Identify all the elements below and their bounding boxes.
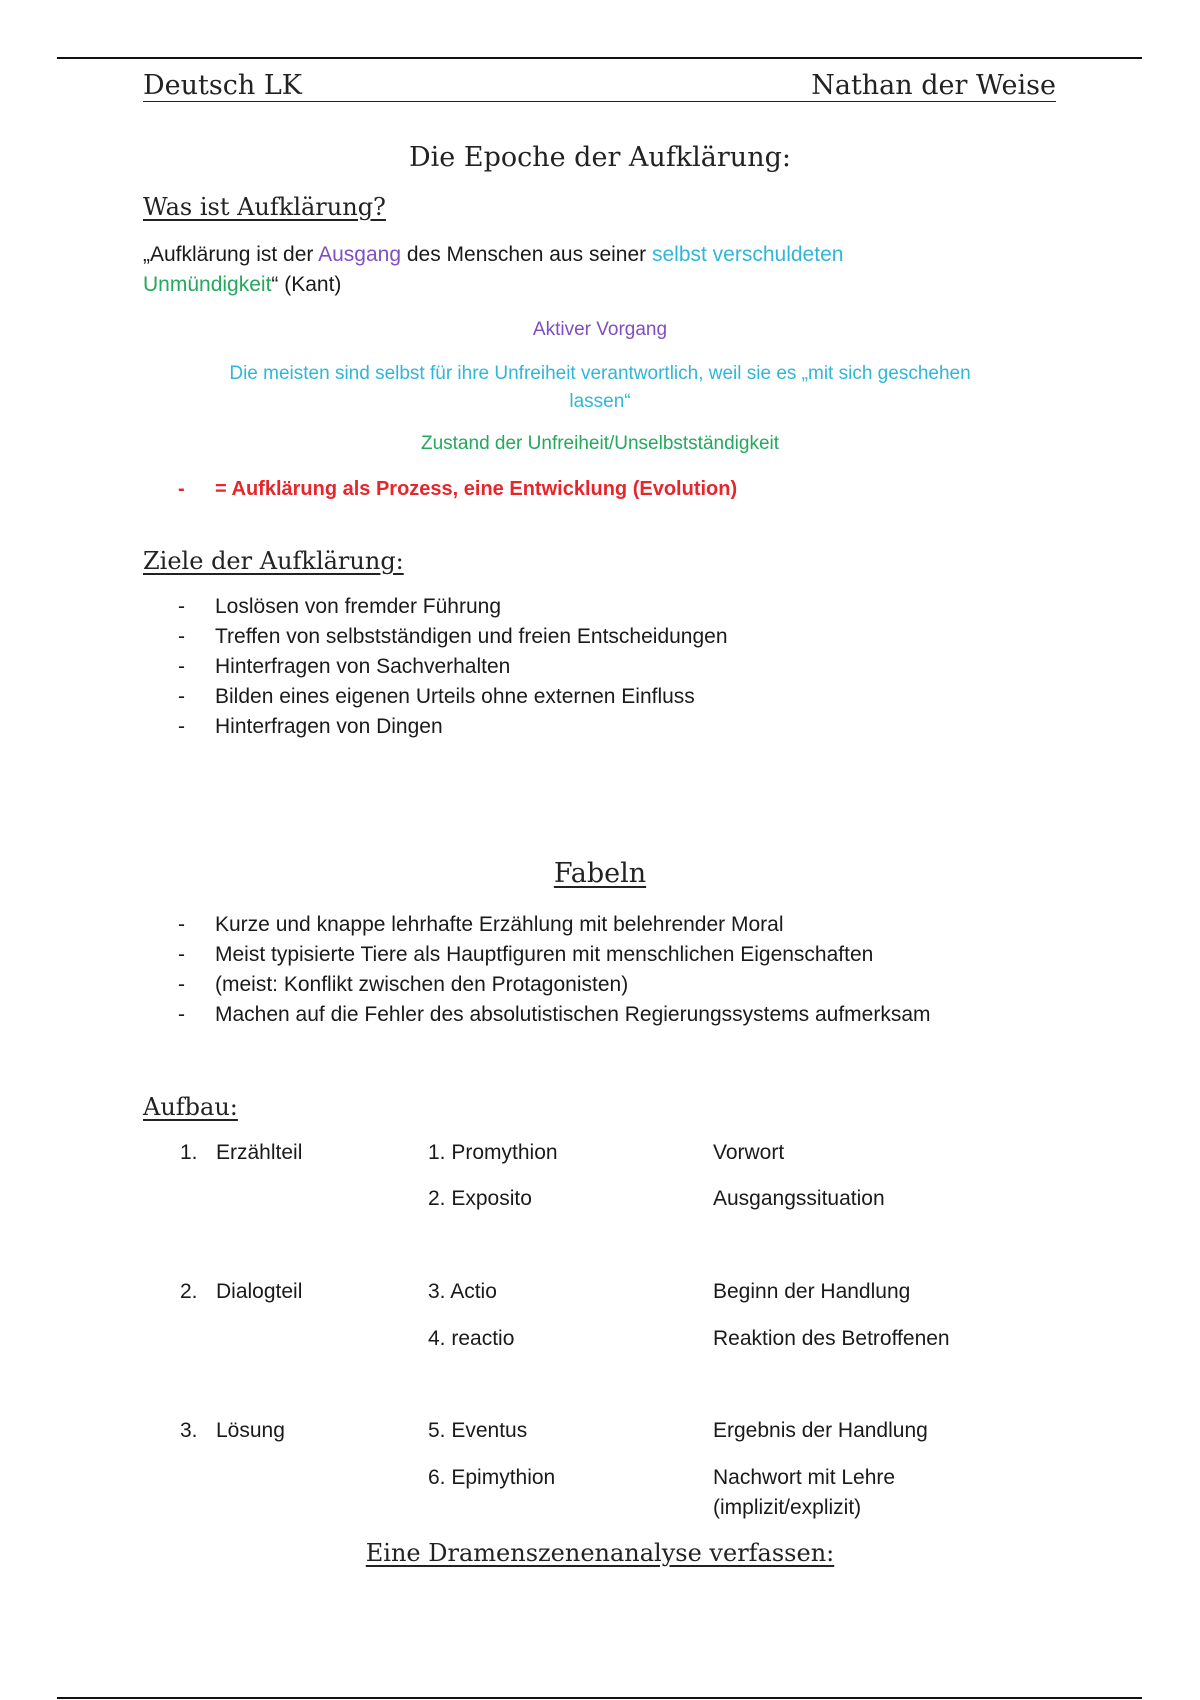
group-num: 3. (180, 1419, 198, 1442)
heading-aufbau: Aufbau: (143, 1093, 238, 1121)
conclusion-text: = Aufklärung als Prozess, eine Entwicklung (Evolution) (215, 478, 738, 500)
conclusion-dash: - (178, 478, 185, 500)
step-description: Beginn der Handlung (713, 1280, 911, 1303)
quote-middle: des Menschen aus seiner (401, 243, 652, 266)
step-description: Nachwort mit Lehre (implizit/explizit) (713, 1466, 896, 1519)
quote-close: “ (Kant) (271, 273, 342, 296)
step-label: 5. Eventus (428, 1419, 528, 1442)
heading-fabeln: Fabeln (553, 858, 647, 889)
top-rule (57, 57, 1142, 59)
ziele-list (178, 592, 728, 742)
group-num: 1. (180, 1141, 198, 1164)
fabeln-list (178, 910, 931, 1030)
step-description: Ergebnis der Handlung (713, 1419, 928, 1442)
bottom-rule (57, 1697, 1142, 1699)
list-item: - Machen auf die Fehler des absolutistischen Regierungssystems aufmerksam (178, 1003, 931, 1026)
quote-ausgang: Ausgang (318, 243, 401, 266)
note-zustand: Zustand der Unfreiheit/Unselbstständigkeit (420, 433, 780, 454)
quote-unmuendigkeit: Unmündigkeit (143, 273, 272, 296)
list-item: - Hinterfragen von Dingen (178, 715, 443, 738)
list-item: - Meist typisierte Tiere als Hauptfiguren mit menschlichen Eigenschaften (178, 943, 874, 966)
heading-ziele: Ziele der Aufklärung: (143, 547, 404, 575)
step-label: 2. Exposito (428, 1187, 532, 1210)
quote-selbst-verschuldeten: selbst verschuldeten (651, 243, 844, 266)
list-item: - Hinterfragen von Sachverhalten (178, 655, 511, 678)
step-description: Vorwort (713, 1141, 785, 1164)
conclusion-line (178, 474, 738, 504)
list-item: - Loslösen von fremder Führung (178, 595, 501, 618)
note-unfreiheit-line1: Die meisten sind selbst für ihre Unfreiheit verantwortlich, weil sie es „mit sich geschehen (229, 363, 971, 384)
step-label: 3. Actio (428, 1280, 497, 1303)
group-num: 2. (180, 1280, 198, 1303)
group-name: Erzählteil (216, 1141, 303, 1164)
group-name: Dialogteil (216, 1280, 303, 1303)
group-name: Lösung (216, 1419, 285, 1442)
heading-was-ist-aufklaerung: Was ist Aufklärung? (143, 193, 386, 221)
page-title: Die Epoche der Aufklärung: (409, 142, 791, 173)
list-item: - Bilden eines eigenen Urteils ohne externen Einfluss (178, 685, 695, 708)
list-item: - Kurze und knappe lehrhafte Erzählung mit belehrender Moral (178, 913, 784, 936)
kant-quote (143, 240, 1043, 300)
header-underline (143, 101, 1056, 102)
step-label: 6. Epimythion (428, 1466, 556, 1489)
note-unfreiheit (0, 360, 1200, 416)
step-description: Ausgangssituation (713, 1187, 885, 1210)
step-label: 1. Promythion (428, 1141, 558, 1164)
step-label: 4. reactio (428, 1327, 515, 1350)
header-topic: Nathan der Weise (811, 70, 1056, 101)
note-unfreiheit-line2: lassen“ (569, 391, 631, 412)
list-item: - Treffen von selbstständigen und freien Entscheidungen (178, 625, 728, 648)
header-subject: Deutsch LK (143, 70, 302, 101)
note-aktiver-vorgang: Aktiver Vorgang (532, 319, 668, 340)
heading-dramenszenenanalyse: Eine Dramenszenenanalyse verfassen: (365, 1539, 835, 1567)
quote-open: „Aufklärung ist der (143, 243, 319, 266)
list-item: - (meist: Konflikt zwischen den Protagonisten) (178, 973, 629, 996)
step-description: Reaktion des Betroffenen (713, 1327, 950, 1350)
